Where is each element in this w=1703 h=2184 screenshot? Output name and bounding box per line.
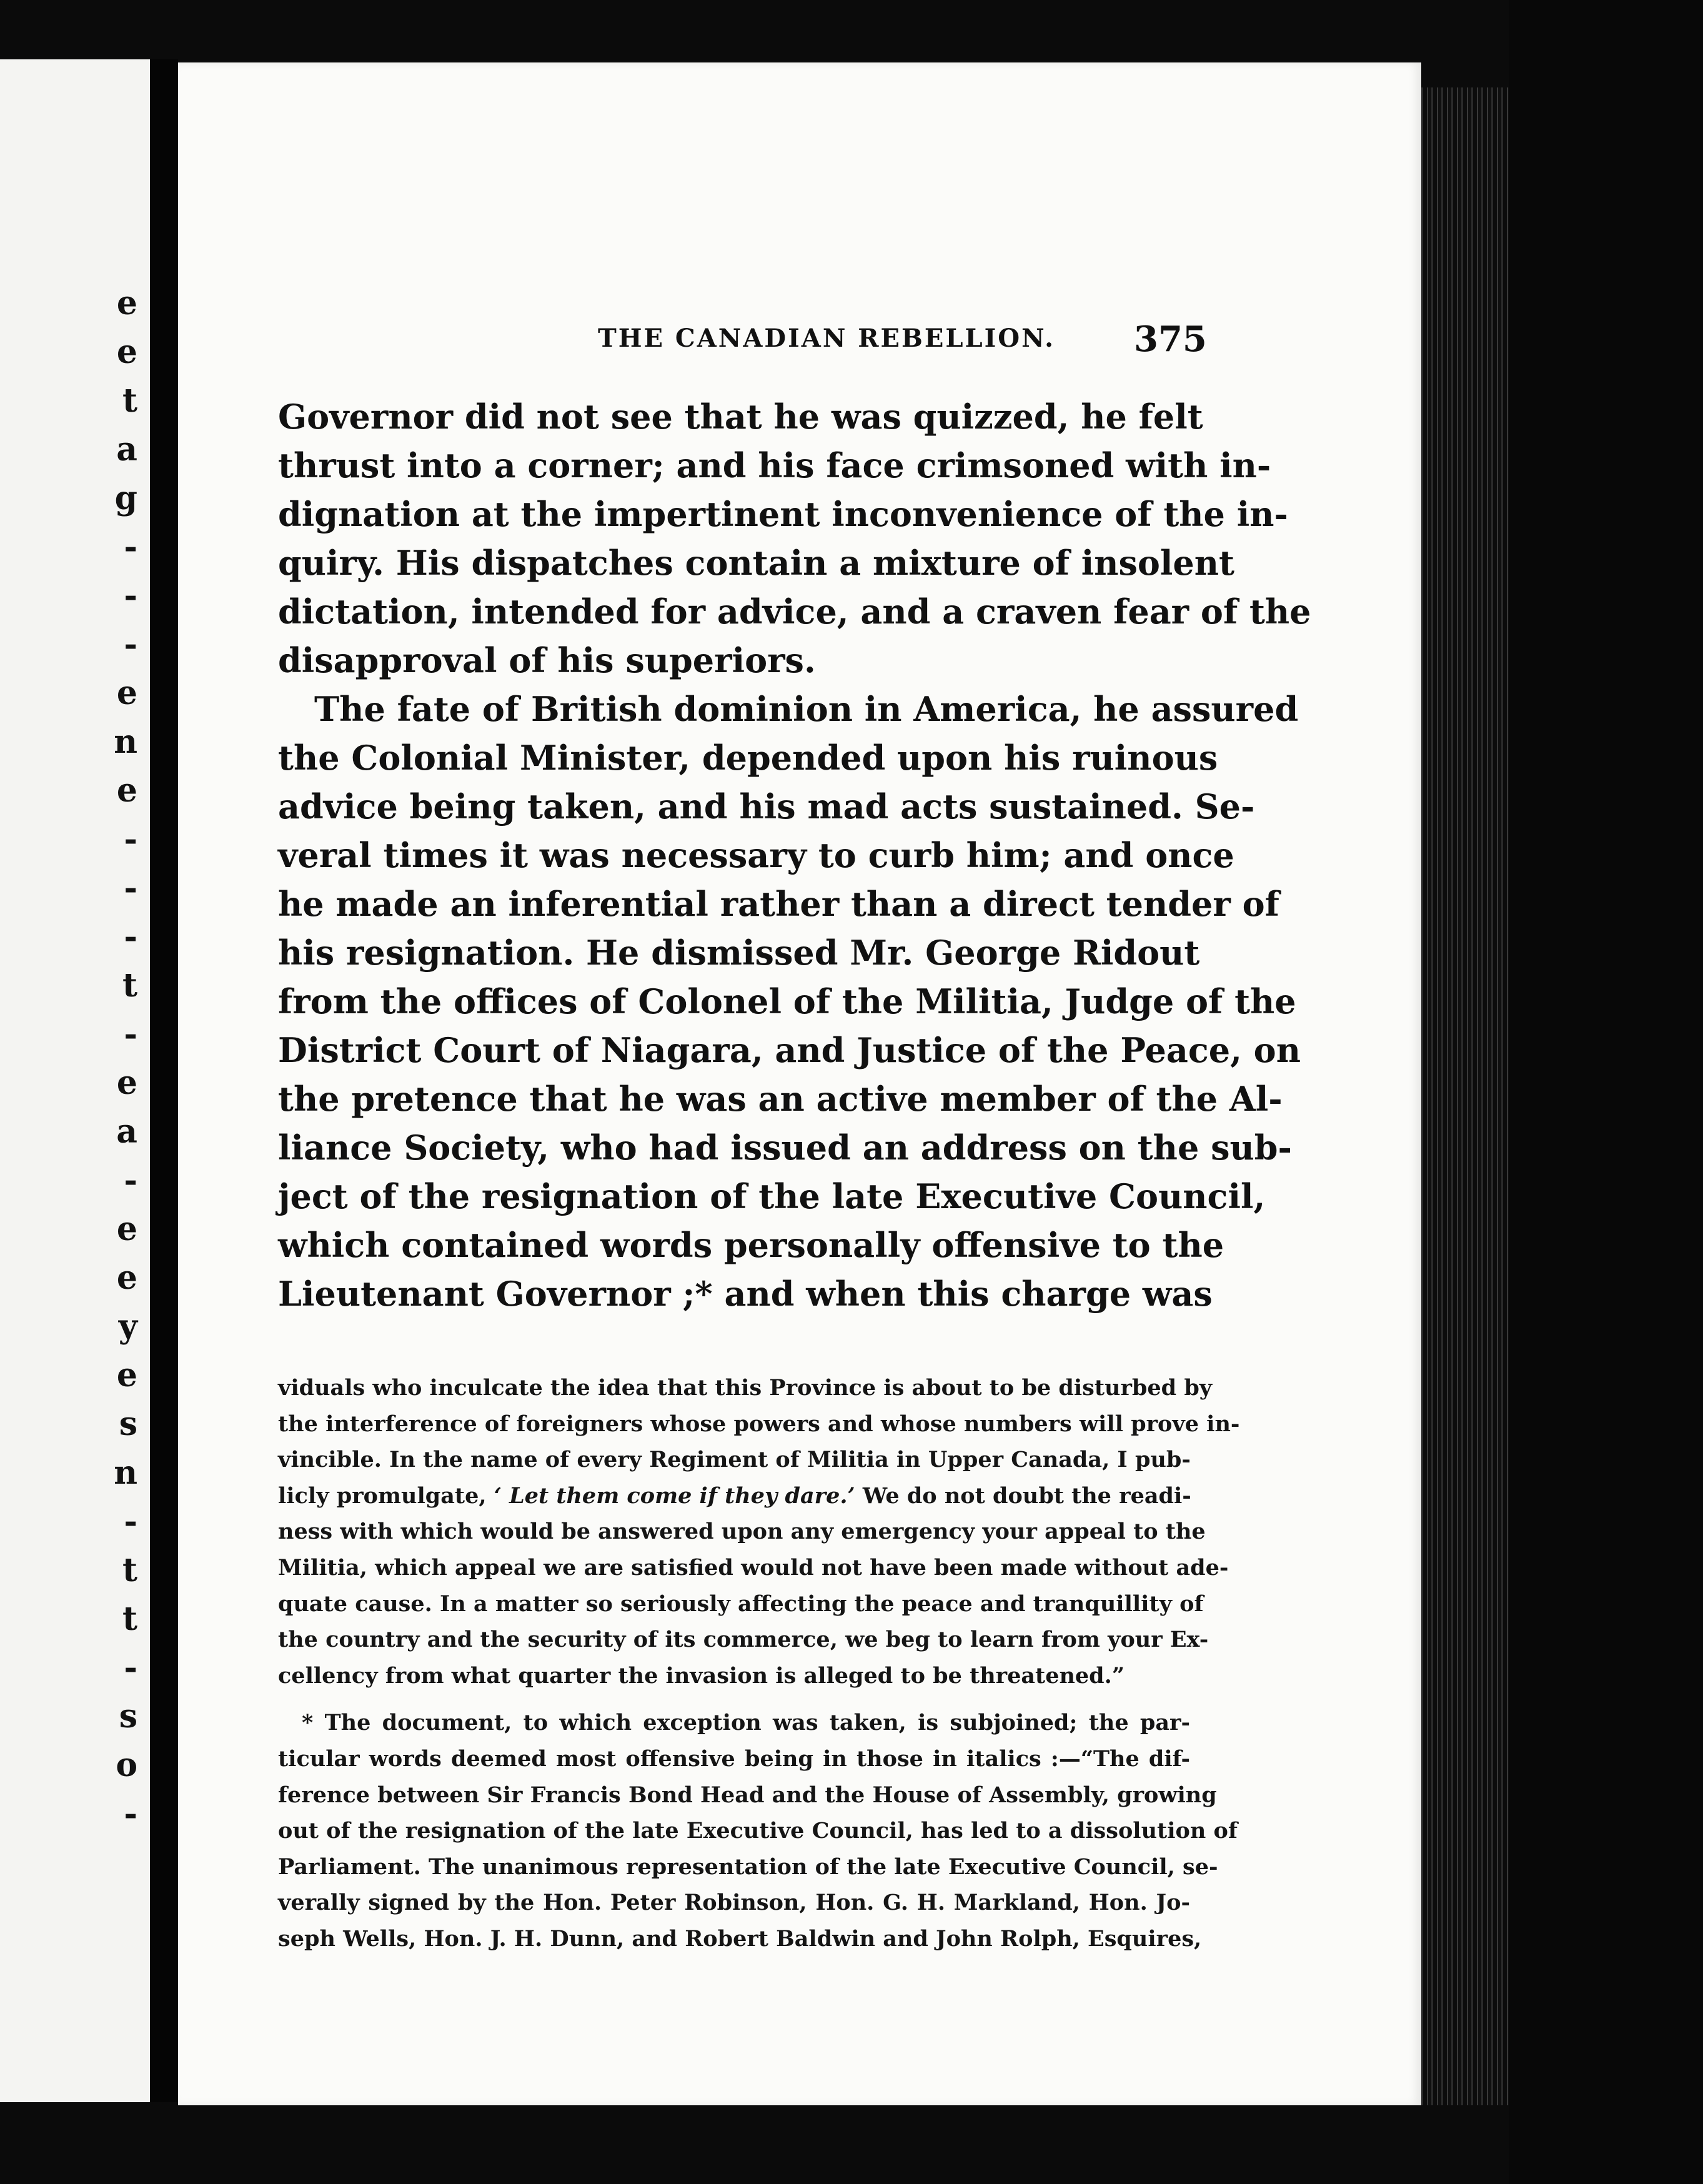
footnote-line: the country and the security of its commerce, we beg to learn from your Ex- [278,1627,1209,1653]
left-page-fragment: e [116,1356,137,1394]
body-text [278,392,1311,1318]
footnote-line: Militia, which appeal we are satisfied would not have been made without ade- [278,1554,1229,1581]
left-page-fragment: s [119,1697,137,1735]
footnotes [278,1370,1240,1957]
left-page-fragment: n [114,1454,137,1492]
left-page-fragment: n [114,723,137,761]
left-page-fragment: - [124,1161,137,1199]
running-head [178,319,1421,361]
body-line: disapproval of his superiors. [278,640,816,680]
body-line: District Court of Niagara, and Justice of the Peace, on [278,1030,1301,1070]
footnote-line: ticular words deemed most offensive being in those in italics :—“The dif- [278,1745,1190,1772]
left-page-fragment: a [116,1113,137,1151]
footnote-line: the interference of foreigners whose powers and whose numbers will prove in- [278,1411,1240,1437]
footnote-text: We do not doubt the readi- [855,1482,1191,1509]
left-page-fragment: t [122,1551,137,1589]
body-line: Governor did not see that he was quizzed, he felt [278,397,1203,437]
body-line: quiry. His dispatches contain a mixture of insolent [278,543,1234,583]
footnote-line: Parliament. The unanimous representation of the late Executive Council, se- [278,1854,1218,1880]
left-page-fragment: - [124,918,137,956]
footnote-line: * The document, to which exception was taken, is subjoined; the par- [302,1710,1190,1736]
footnote-line: ference between Sir Francis Bond Head and the House of Assembly, growing [278,1782,1217,1808]
footnote-text: licly promulgate, [278,1482,494,1509]
body-line: which contained words personally offensive to the [278,1225,1224,1265]
left-page-fragment: e [116,674,137,712]
left-page-fragment: e [116,1064,137,1102]
footnote-continued [278,1370,1240,1694]
left-page-fragment: e [116,333,137,371]
left-page-fragment: t [122,1600,137,1638]
left-page-fragment: - [124,1015,137,1053]
left-page-fragment: o [116,1746,137,1784]
footnote-line [278,1478,1190,1514]
footnote-line: cellency from what quarter the invasion is alleged to be threatened.” [278,1662,1125,1689]
left-page-fragment: e [116,284,137,322]
body-line: ject of the resignation of the late Executive Council, [278,1176,1266,1216]
footnote-line: viduals who inculcate the idea that this Province is about to be disturbed by [278,1375,1213,1401]
running-head-title: THE CANADIAN REBELLION. [597,324,1056,353]
body-line: advice being taken, and his mad acts sustained. Se- [278,787,1255,826]
body-line: from the offices of Colonel of the Militia, Judge of the [278,981,1296,1021]
left-page-fragment: - [124,625,137,663]
left-page-fragment: e [116,1210,137,1248]
left-page-fragment: - [124,1502,137,1541]
left-page-fragment: t [122,966,137,1005]
body-line: Lieutenant Governor ;* and when this charge was [278,1274,1213,1314]
left-page-fragment: y [118,1308,137,1346]
page-number: 375 [1134,319,1207,360]
left-page-fragment: - [124,577,137,615]
footnote-italic-quote: ‘ Let them come if they dare.’ [494,1482,855,1509]
book-page [178,62,1421,2105]
body-line: he made an inferential rather than a direct tender of [278,884,1279,924]
left-page-fragment: e [116,1259,137,1297]
body-line: the pretence that he was an active member of the Al- [278,1079,1283,1119]
body-line: liance Society, who had issued an address on the sub- [278,1128,1292,1168]
adjacent-left-page [0,59,150,2102]
body-line: dignation at the impertinent inconvenience of the in- [278,494,1288,534]
footnote-line: ness with which would be answered upon any emergency your appeal to the [278,1519,1206,1545]
left-page-fragment: - [124,528,137,566]
footnote-line: out of the resignation of the late Executive Council, has led to a dissolution of [278,1818,1238,1844]
left-page-fragment: t [122,382,137,420]
footnote-line: seph Wells, Hon. J. H. Dunn, and Robert Baldwin and John Rolph, Esquires, [278,1925,1202,1952]
page-gutter [150,59,178,2102]
body-line: his resignation. He dismissed Mr. George Ridout [278,933,1200,973]
left-page-fragment: - [124,1795,137,1833]
left-page-fragment: s [119,1405,137,1443]
background-right [1509,0,1703,2184]
body-line: veral times it was necessary to curb him; and once [278,835,1234,875]
left-page-fragment: - [124,869,137,907]
page-edges [1421,87,1509,2105]
left-page-fragment: e [116,772,137,810]
left-page-fragment: - [124,1649,137,1687]
footnote-line: verally signed by the Hon. Peter Robinson, Hon. G. H. Markland, Hon. Jo- [278,1890,1190,1916]
body-line: thrust into a corner; and his face crimsoned with in- [278,445,1271,485]
footnote-line: vincible. In the name of every Regiment of Militia in Upper Canada, I pub- [278,1447,1191,1473]
left-page-fragment: g [114,479,137,517]
body-line: dictation, intended for advice, and a craven fear of the [278,592,1311,632]
left-page-fragment: a [116,430,137,469]
footnote-star [278,1705,1238,1957]
body-line: the Colonial Minister, depended upon his ruinous [278,738,1218,778]
left-page-fragment: - [124,820,137,858]
body-line: The fate of British dominion in America, he assured [314,689,1299,729]
footnote-line: quate cause. In a matter so seriously affecting the peace and tranquillity of [278,1591,1204,1617]
